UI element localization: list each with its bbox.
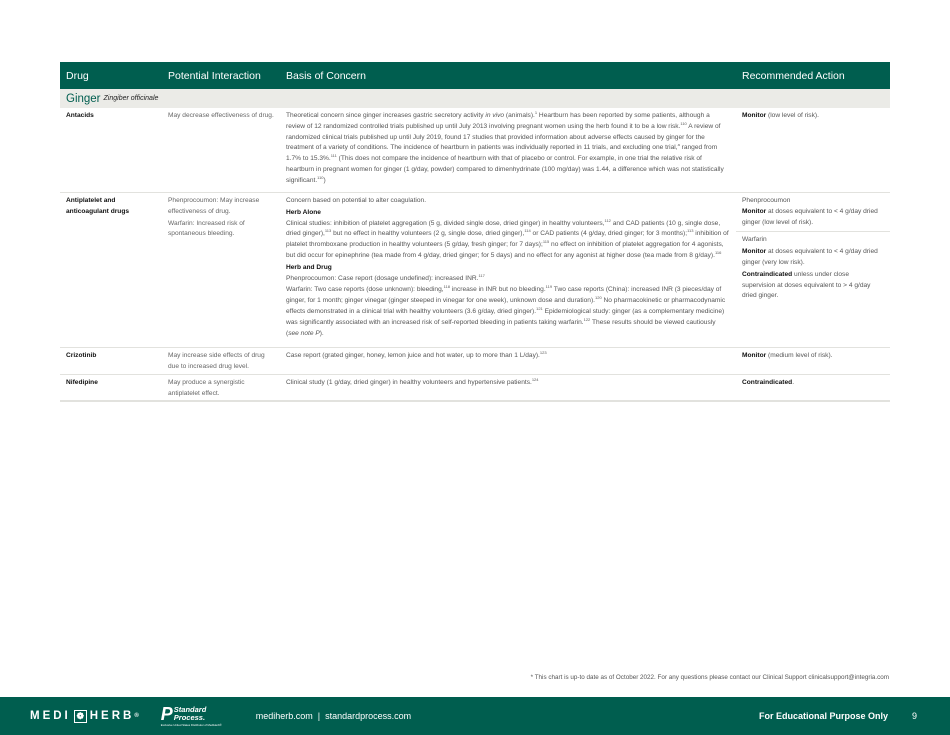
action-cell [736, 193, 890, 347]
table-row-nifedipine [60, 375, 890, 401]
drug-cell: Antiplatelet and anticoagulant drugs [66, 197, 130, 215]
action-phenprocoumon: Phenprocoumon Monitor at doses equivalent to < 4 g/day dried ginger (low level of risk). [742, 197, 878, 226]
table-row-antiplatelet-anticoagulant [60, 193, 890, 348]
table-row-antacids [60, 108, 890, 193]
flower-icon: ❁ [74, 710, 87, 723]
herb-name: Ginger [66, 92, 101, 105]
interaction-cell: May increase side effects of drug due to increased drug level. [168, 352, 265, 370]
table-end-divider [60, 401, 890, 402]
header-potential-interaction: Potential Interaction [168, 69, 261, 82]
action-cell: Contraindicated. [742, 379, 795, 386]
interaction-cell: May produce a synergistic antiplatelet effect. [168, 379, 245, 397]
drug-cell: Antacids [66, 112, 94, 119]
basis-cell: Case report (grated ginger, honey, lemon juice and hot water, up to more than 1 L/day).$^{123}$ [286, 349, 547, 359]
table-header [60, 62, 890, 89]
basis-cell: Theoretical concern since ginger increases gastric secretory activity in vivo (animals).$^1$ Heartburn has been reported by some patients, although a review of 12 randomized controlled trials published up until July 2013 involving pregnant women using the herb found it to be a low risk.$^{110}$ A review of randomized clinical trials published up until July 2019, found 17 studies that provided information about adverse effects caused by ginger for the treatment of a variety of conditions. The incidence of heartburn in patients was individually reported in 11 trials, and excluding one trial,$^a$ ranged from 1.7% to 15.3%.$^{111}$ (This does not compare the incidence of heartburn with that of placebo or control. For example, in one trial the relative risk of heartburn in pregnant women for ginger (1 g/day, powder) compared to dimenhydrinate (100 mg/day) was 1.44, a difference which was not statistically significant.$^{110}$) [286, 109, 724, 184]
interaction-table [60, 62, 890, 401]
drug-cell: Nifedipine [66, 379, 98, 386]
interaction-cell: Phenprocoumon: May increase effectiveness of drug. Warfarin: Increased risk of spontaneous bleeding. [168, 197, 260, 238]
header-drug: Drug [66, 69, 89, 82]
standard-process-logo: P Standard Process. Exclusive United States Distributor of MediHerb® [160, 703, 222, 727]
standard-process-p-icon: P [160, 703, 173, 724]
header-basis-of-concern: Basis of Concern [286, 69, 366, 82]
subheading-herb-and-drug: Herb and Drug [286, 263, 332, 271]
basis-cell: Clinical study (1 g/day, dried ginger) in healthy volunteers and hypertensive patients.$^{124}$ [286, 376, 539, 386]
page-number: 9 [911, 711, 917, 721]
mediherb-logo: MEDI ❁ HERB ® [30, 710, 139, 722]
footnote: * This chart is up-to date as of October 2022. For any questions please contact our Clinical Support clinicalsupport@integria.com [530, 674, 889, 681]
subheading-herb-alone: Herb Alone [286, 208, 321, 216]
header-recommended-action: Recommended Action [742, 69, 845, 82]
action-warfarin: Warfarin Monitor at doses equivalent to < 4 g/day dried ginger (very low risk). Contraindicated unless under close supervision at doses equivalent to > 4 g/day dried ginger. [736, 231, 890, 306]
action-cell: Monitor (medium level of risk). [742, 352, 833, 359]
basis-cell: Concern based on potential to alter coagulation. Herb Alone Clinical studies: inhibition of platelet aggregation (5 g, divided single dose, dried ginger) in healthy volunteers,$^{112}$ and CAD patients (10 g, single dose, dried ginger),$^{113}$ but no effect in healthy volunteers (2 g, single dose, dried ginger),$^{114}$ or CAD patients (4 g/day, dried ginger; for 3 months);$^{113}$ inhibition of platelet thromboxane production in healthy volunteers (5 g/day, fresh ginger; for 7 days);$^{115}$ no effect on inhibition of platelet aggregation for 4 agonists, but did occur for epinephrine (tea made from 4 g/day, dried ginger; for 5 days) and no effect for any agonist at higher dose (tea made from 8 g/day).$^{116}$ Herb and Drug Phenprocoumon: Case report (dosage undefined): increased INR.$^{117}$ Warfarin: Two case reports (dose unknown): bleeding,$^{118}$ increase in INR but no bleeding.$^{119}$ Two case reports (China): increased INR (3 pieces/day of ginger, for 1 month; ginger vinegar (ginger steeped in vinegar for one week), unknown dose and duration).$^{120}$ No pharmacokinetic or pharmacodynamic effects demonstrated in a clinical trial with healthy volunteers (3.6 g/day, dried ginger).$^{121}$ Epidemiological study: ginger (as a complementary medicine) was significantly associated with an increased risk of self-reported bleeding in patients taking warfarin.$^{122}$ These results should be viewed cautiously (see note P). [286, 197, 729, 337]
interaction-cell: May decrease effectiveness of drug. [168, 112, 274, 119]
herb-latin-name: Zingiber officinale [103, 95, 159, 102]
drug-cell: Crizotinib [66, 352, 97, 359]
website-links[interactable]: mediherb.com | standardprocess.com [255, 711, 412, 721]
table-row-crizotinib [60, 348, 890, 375]
footer-bar [0, 697, 950, 735]
herb-section-header [60, 89, 890, 108]
action-cell: Monitor (low level of risk). [742, 112, 819, 119]
educational-notice: For Educational Purpose Only [758, 711, 888, 721]
